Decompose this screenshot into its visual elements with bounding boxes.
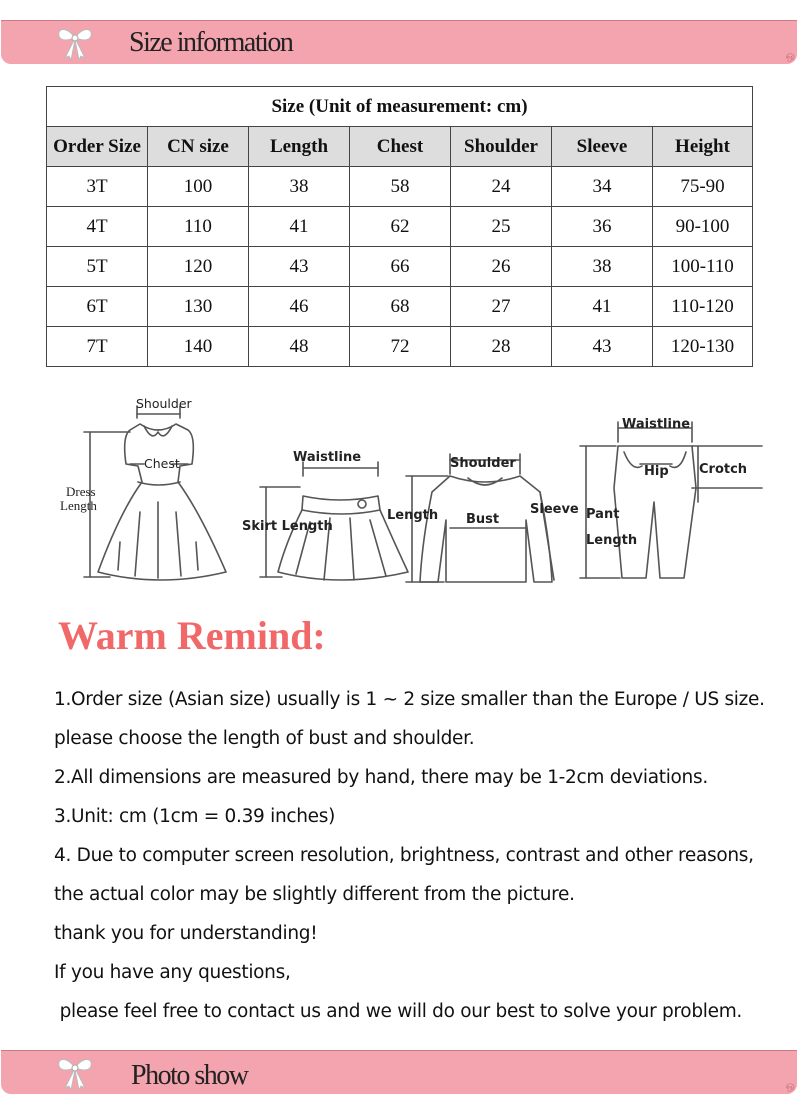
table-cell: 4T (47, 207, 148, 247)
skirt-length-label: Skirt Length (242, 519, 333, 534)
table-cell: 72 (350, 327, 451, 367)
table-cell: 140 (148, 327, 249, 367)
remind-line: 4. Due to computer screen resolution, brightness, contrast and other reasons, (54, 845, 754, 866)
table-cell: 75-90 (653, 167, 753, 207)
table-cell: 68 (350, 287, 451, 327)
table-cell: 43 (552, 327, 653, 367)
banner-title: Photo show (131, 1060, 248, 1091)
photo-show-banner (1, 1050, 797, 1094)
table-cell: 100 (148, 167, 249, 207)
table-row (47, 327, 753, 367)
remind-line: the actual color may be slightly different from the picture. (54, 884, 575, 905)
table-cell: 110-120 (653, 287, 753, 327)
table-cell: 110 (148, 207, 249, 247)
pant-crotch-label: Crotch (699, 462, 748, 477)
ribbon-bow-icon (53, 1052, 97, 1092)
table-cell: 48 (249, 327, 350, 367)
pants-illustration (580, 422, 762, 578)
corner-curl-icon: ஒ (785, 49, 795, 62)
skirt-waistline-label: Waistline (293, 450, 362, 465)
size-info-banner (1, 20, 797, 64)
measurement-diagrams (20, 392, 790, 602)
dress-length-label: Dress (66, 484, 96, 499)
table-cell: 7T (47, 327, 148, 367)
pant-length-label: Pant (586, 507, 620, 522)
table-cell: 34 (552, 167, 653, 207)
header-height: Height (653, 127, 753, 167)
ribbon-bow-icon (53, 22, 97, 62)
remind-line: 1.Order size (Asian size) usually is 1 ~ 2 size smaller than the Europe / US size. (54, 689, 765, 710)
table-cell: 130 (148, 287, 249, 327)
remind-line: thank you for understanding! (54, 923, 318, 944)
top-bust-label: Bust (466, 512, 500, 527)
table-cell: 66 (350, 247, 451, 287)
dress-shoulder-label: Shoulder (136, 396, 192, 411)
table-caption: Size (Unit of measurement: cm) (47, 87, 753, 127)
table-cell: 27 (451, 287, 552, 327)
remind-line: 3.Unit: cm (1cm = 0.39 inches) (54, 806, 336, 827)
top-length-label: Length (387, 508, 439, 523)
remind-line: If you have any questions, (54, 962, 291, 983)
dress-chest-label: Chest (144, 456, 180, 471)
table-row (47, 207, 753, 247)
table-cell: 28 (451, 327, 552, 367)
table-cell: 100-110 (653, 247, 753, 287)
table-cell: 120-130 (653, 327, 753, 367)
table-row (47, 287, 753, 327)
table-cell: 58 (350, 167, 451, 207)
table-cell: 120 (148, 247, 249, 287)
corner-curl-icon: ஒ (785, 1079, 795, 1092)
top-sleeve-label: Sleeve (530, 502, 579, 517)
table-cell: 6T (47, 287, 148, 327)
table-cell: 41 (249, 207, 350, 247)
header-shoulder: Shoulder (451, 127, 552, 167)
dress-length-label-2: Length (60, 498, 97, 513)
remind-notes (54, 680, 765, 1031)
banner-title: Size information (129, 27, 293, 58)
remind-line: please feel free to contact us and we will do our best to solve your problem. (54, 1001, 742, 1022)
table-cell: 62 (350, 207, 451, 247)
pant-length-label-2: Length (586, 533, 638, 548)
table-cell: 41 (552, 287, 653, 327)
pant-hip-label: Hip (644, 464, 669, 479)
table-cell: 43 (249, 247, 350, 287)
table-cell: 38 (552, 247, 653, 287)
header-cn-size: CN size (148, 127, 249, 167)
pant-waistline-label: Waistline (622, 417, 691, 432)
remind-line: 2.All dimensions are measured by hand, there may be 1-2cm deviations. (54, 767, 708, 788)
dress-illustration (84, 406, 226, 580)
table-row (47, 247, 753, 287)
table-cell: 25 (451, 207, 552, 247)
table-cell: 5T (47, 247, 148, 287)
header-sleeve: Sleeve (552, 127, 653, 167)
table-cell: 38 (249, 167, 350, 207)
header-length: Length (249, 127, 350, 167)
header-order-size: Order Size (47, 127, 148, 167)
size-table (46, 86, 753, 367)
table-cell: 3T (47, 167, 148, 207)
table-cell: 46 (249, 287, 350, 327)
warm-remind-title: Warm Remind: (58, 613, 326, 658)
header-chest: Chest (350, 127, 451, 167)
table-row (47, 167, 753, 207)
remind-line: please choose the length of bust and shoulder. (54, 728, 475, 749)
top-shoulder-label: Shoulder (450, 456, 516, 471)
table-cell: 26 (451, 247, 552, 287)
table-cell: 36 (552, 207, 653, 247)
table-cell: 24 (451, 167, 552, 207)
table-cell: 90-100 (653, 207, 753, 247)
